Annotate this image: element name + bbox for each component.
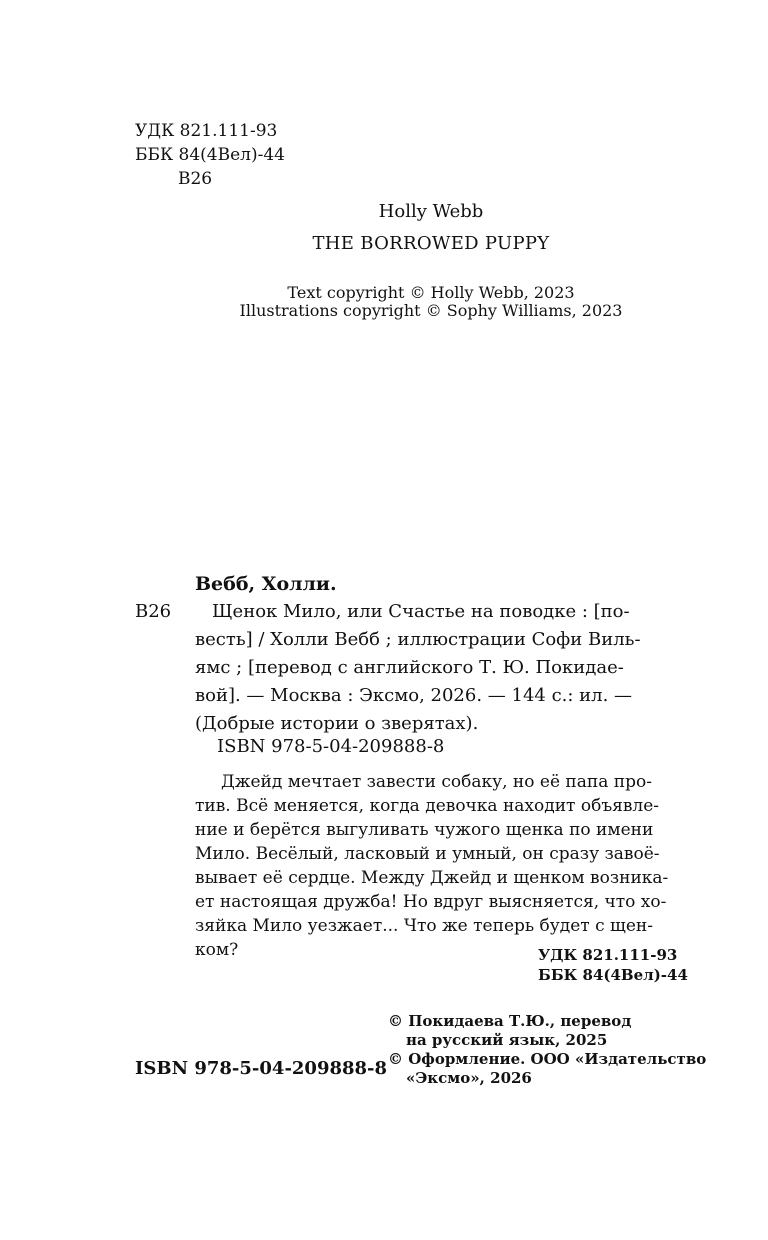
- annotation-line: зяйка Мило уезжает... Что же теперь будет с щен-: [195, 916, 653, 936]
- bibliographic-record: [135, 570, 680, 738]
- illustrations-copyright: Illustrations copyright © Sophy Williams, 2023: [239, 301, 623, 320]
- udk-code: УДК 821.111-93: [135, 121, 278, 141]
- translation-copyright: © Покидаева Т.Ю., перевод: [388, 1012, 632, 1030]
- annotation-line: вывает её сердце. Между Джейд и щенком возника-: [195, 868, 669, 888]
- annotation-line: ние и берётся выгуливать чужого щенка по имени: [195, 820, 654, 840]
- record-description: [195, 598, 680, 738]
- record-isbn: ISBN 978-5-04-209888-8: [217, 736, 445, 757]
- annotation-line: Джейд мечтает завести собаку, но её папа про-: [221, 772, 652, 792]
- design-copyright-cont: «Эксмо», 2026: [406, 1069, 532, 1087]
- annotation-line: Мило. Весёлый, ласковый и умный, он сразу завоё-: [195, 844, 660, 864]
- bbk-code-bottom: ББК 84(4Вел)-44: [538, 966, 688, 984]
- original-title: THE BORROWED PUPPY: [312, 233, 550, 254]
- bbk-code: ББК 84(4Вел)-44: [135, 145, 285, 165]
- translation-copyright-cont: на русский язык, 2025: [406, 1031, 608, 1049]
- original-copyrights: [47, 284, 768, 320]
- annotation-line: ет настоящая дружба! Но вдруг выясняется, что хо-: [195, 892, 667, 912]
- record-cutter: В26: [135, 601, 172, 622]
- annotation-line: тив. Всё меняется, когда девочка находит объявле-: [195, 796, 660, 816]
- author-heading: Вебб, Холли.: [195, 573, 337, 595]
- annotation: [195, 770, 680, 962]
- classification-bottom: [538, 945, 688, 985]
- isbn-bold: ISBN 978-5-04-209888-8: [135, 1058, 388, 1079]
- text-copyright: Text copyright © Holly Webb, 2023: [287, 283, 575, 302]
- record-line: ямс ; [перевод с английского Т. Ю. Покидае-: [195, 657, 624, 678]
- design-copyright: © Оформление. ООО «Издательство: [388, 1050, 707, 1068]
- publisher-copyrights: [388, 1012, 706, 1088]
- annotation-line: ком?: [195, 940, 239, 960]
- original-author: Holly Webb: [378, 201, 484, 222]
- classification-top: [135, 119, 285, 191]
- cutter-code: В26: [178, 169, 213, 189]
- record-line: весть] / Холли Вебб ; иллюстрации Софи Виль-: [195, 629, 641, 650]
- record-line: (Добрые истории о зверятах).: [195, 713, 479, 734]
- record-line: Щенок Мило, или Счастье на поводке : [по-: [212, 601, 630, 622]
- udk-code-bottom: УДК 821.111-93: [538, 946, 678, 964]
- record-line: вой]. — Москва : Эксмо, 2026. — 144 с.: ил. —: [195, 685, 633, 706]
